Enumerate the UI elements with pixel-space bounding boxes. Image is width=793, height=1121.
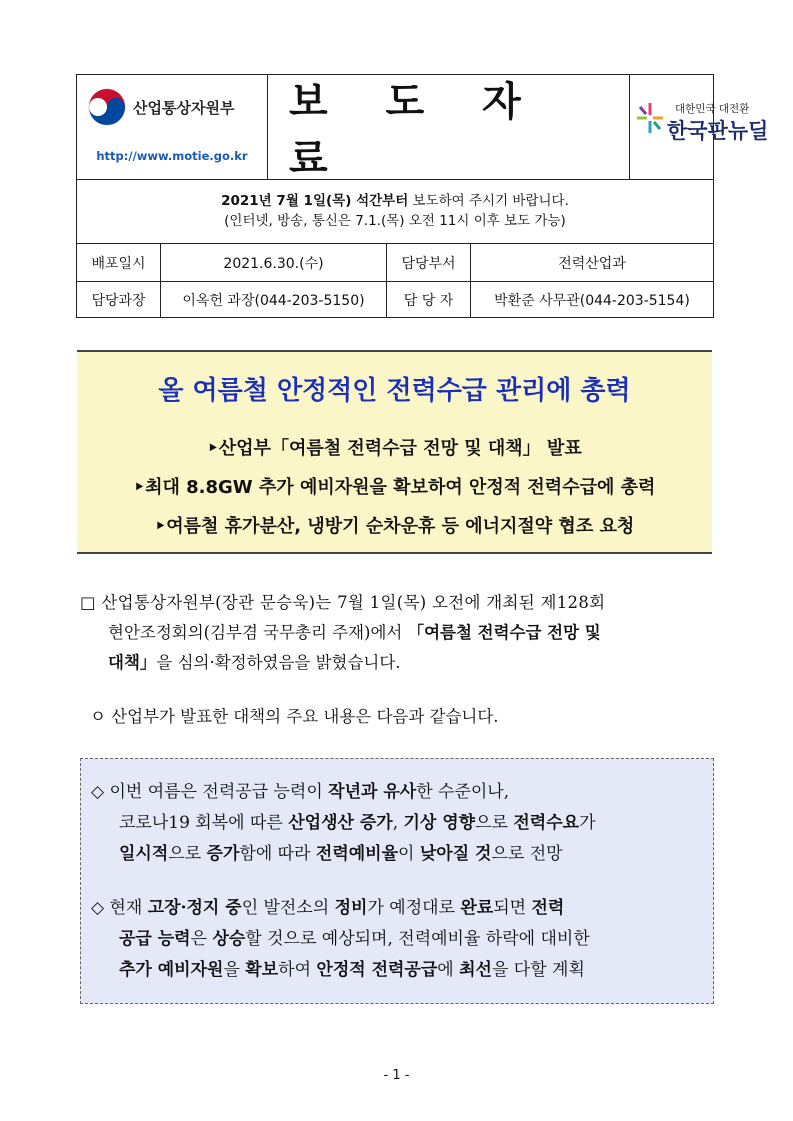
page-number: - 1 -: [383, 1068, 410, 1083]
summary-line: [119, 955, 585, 980]
ministry-url: http://www.motie.go.kr: [96, 149, 248, 163]
summary-emphasis: 정비: [334, 898, 368, 918]
summary-text: 으로: [475, 813, 514, 833]
summary-emphasis: 전력예비율: [315, 844, 399, 864]
headline-subpoint-2: ‣최대 8.8GW 추가 예비자원을 확보하여 안정적 전력수급에 총력: [133, 477, 656, 498]
newdeal-star-icon: [635, 101, 665, 135]
summary-text: 한 수준이나,: [416, 782, 510, 802]
newdeal-logo-cell: [629, 75, 769, 179]
summary-emphasis: 공급 능력: [119, 929, 191, 949]
summary-text: ,: [392, 813, 404, 833]
summary-line: [119, 924, 590, 949]
summary-text: 을: [223, 960, 246, 980]
summary-emphasis: 산업생산 증가: [288, 813, 393, 833]
embargo-text: 보도하여 주시기 바랍니다.: [408, 193, 569, 209]
lead-line-2-bold: 「여름철 전력수급 전망 및: [407, 623, 601, 642]
summary-emphasis: 완료: [460, 898, 494, 918]
summary-text: 코로나19 회복에 따른: [119, 813, 289, 833]
summary-emphasis: 최선: [459, 960, 492, 980]
ministry-name: 산업통상자원부: [133, 98, 235, 117]
manager-contact: 이옥헌 과장(044-203-5150): [161, 281, 387, 318]
headline-title: 올 여름철 안정적인 전력수급 관리에 총력: [158, 376, 631, 406]
distribution-row: [77, 244, 713, 282]
lead-line-3-bold: 대책」: [108, 653, 157, 672]
summary-box: [80, 758, 714, 1004]
summary-text: 으로 전망: [491, 844, 563, 864]
newdeal-name: 한국판뉴딜: [667, 119, 769, 143]
embargo-row: [77, 179, 713, 244]
summary-line: [119, 808, 596, 833]
lead-paragraph: [80, 588, 720, 678]
summary-emphasis: 전력: [531, 898, 565, 918]
embargo-note: (인터넷, 방송, 통신은 7.1.(목) 오전 11시 이후 보도 가능): [224, 213, 566, 229]
summary-emphasis: 기상 영향: [403, 813, 476, 833]
summary-emphasis: 일시적: [119, 844, 169, 864]
summary-text: 으로: [168, 844, 207, 864]
newdeal-slogan: 대한민국 대전환: [675, 103, 750, 115]
summary-text: ◇ 이번 여름은 전력공급 능력이: [91, 782, 329, 802]
contact-row: [77, 281, 713, 318]
summary-text: 인 발전소의: [241, 898, 335, 918]
dept-name: 전력산업과: [558, 255, 626, 272]
headline-subpoint-1: ‣산업부「여름철 전력수급 전망 및 대책」 발표: [207, 438, 582, 459]
summary-text: 에: [437, 960, 460, 980]
summary-text: 이: [398, 844, 420, 864]
summary-line: [119, 839, 563, 864]
summary-emphasis: 추가 예비자원: [119, 960, 224, 980]
summary-text: 을 다할 계획: [491, 960, 585, 980]
summary-line: [91, 893, 564, 918]
headline-box: [77, 350, 712, 554]
lead-line-2-text: 현안조정회의(김부겸 국무총리 주재)에서: [108, 623, 408, 642]
manager-label: 담당과장: [77, 281, 161, 318]
summary-text: 가 예정대로: [367, 898, 461, 918]
summary-emphasis: 낮아질 것: [419, 844, 492, 864]
embargo-line: [77, 191, 713, 211]
summary-emphasis: 전력수요: [513, 813, 580, 833]
dept-label: 담당부서: [387, 244, 471, 281]
summary-text: 은: [190, 929, 213, 949]
summary-line: [91, 777, 509, 802]
newdeal-logo: [77, 75, 769, 179]
summary-emphasis: 안정적 전력공급: [316, 960, 438, 980]
press-header-table: [76, 74, 769, 318]
summary-text: 하여: [278, 960, 317, 980]
lead-line-2: [80, 618, 720, 648]
lead-line-3-text: 을 심의·확정하였음을 밝혔습니다.: [156, 653, 401, 672]
summary-text: ◇ 현재: [91, 898, 148, 918]
summary-text: 할 것으로 예상되며, 전력예비율 하락에 대비한: [245, 929, 590, 949]
embargo-date: 2021년 7월 1일(목) 석간부터: [221, 193, 409, 209]
lead-line-1: □ 산업통상자원부(장관 문승욱)는 7월 1일(목) 오전에 개최된 제128회: [80, 593, 606, 612]
headline-subpoint-3: ‣여름철 휴가분산, 냉방기 순차운휴 등 에너지절약 협조 요청: [154, 516, 635, 537]
staff-contact: 박환준 사무관(044-203-5154): [494, 292, 690, 309]
summary-text: 함에 따라: [239, 844, 316, 864]
header-row-top: [77, 75, 769, 182]
contact-label: 담 당 자: [387, 281, 471, 318]
summary-emphasis: 고장·정지 중: [147, 898, 242, 918]
summary-emphasis: 작년과 유사: [328, 782, 417, 802]
summary-intro: ㅇ 산업부가 발표한 대책의 주요 내용은 다음과 같습니다.: [90, 707, 499, 726]
dist-date: 2021.6.30.(수): [161, 244, 387, 281]
summary-emphasis: 증가: [206, 844, 240, 864]
summary-emphasis: 상승: [212, 929, 246, 949]
lead-line-3: [80, 648, 720, 678]
dist-date-label: 배포일시: [77, 244, 161, 281]
summary-text: 되면: [493, 898, 532, 918]
summary-emphasis: 확보: [245, 960, 279, 980]
release-title: 보 도 자 료: [289, 78, 543, 182]
summary-text: 가: [579, 813, 596, 833]
